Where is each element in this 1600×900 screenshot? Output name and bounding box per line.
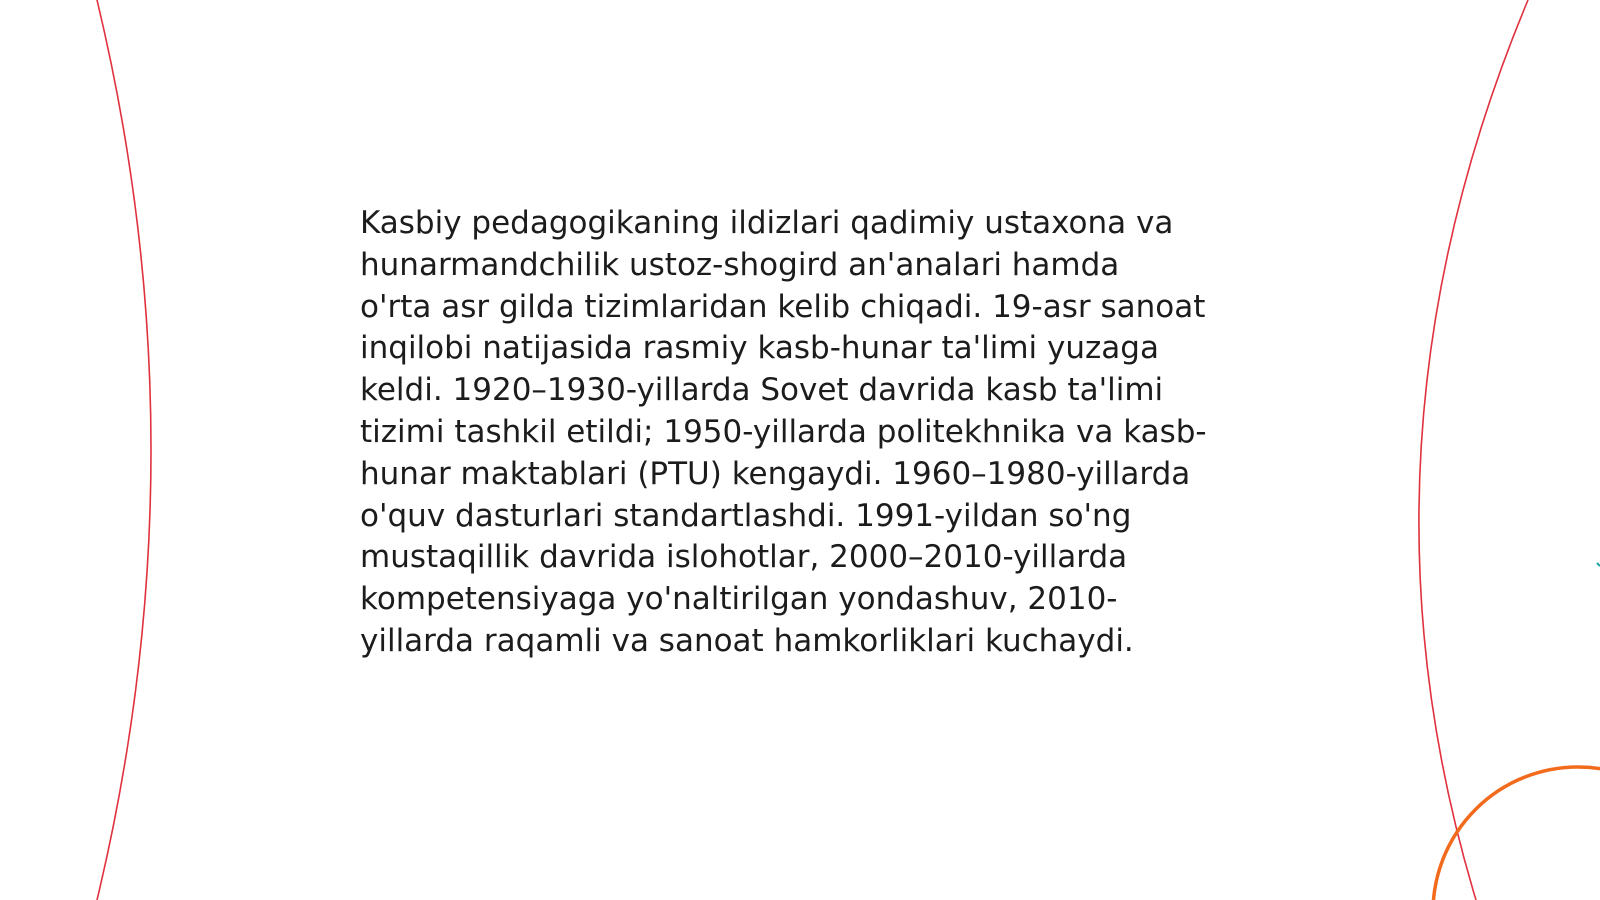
paragraph-line: kompetensiyaga yo'naltirilgan yondashuv, 2010-: [360, 581, 1118, 618]
right-arc: [1419, 0, 1528, 900]
paragraph-line: inqilobi natijasida rasmiy kasb-hunar ta'limi yuzaga: [360, 330, 1159, 367]
paragraph-line: o'rta asr gilda tizimlaridan kelib chiqadi. 19-asr sanoat: [360, 288, 1206, 325]
paragraph-line: tizimi tashkil etildi; 1950-yillarda politekhnika va kasb-: [360, 413, 1207, 450]
paragraph-line: keldi. 1920–1930-yillarda Sovet davrida kasb ta'limi: [360, 372, 1164, 409]
left-arc: [97, 0, 151, 900]
paragraph-line: hunar maktablari (PTU) kengaydi. 1960–1980-yillarda: [360, 455, 1191, 492]
paragraph-line: mustaqillik davrida islohotlar, 2000–2010-yillarda: [360, 539, 1128, 576]
paragraph-line: Kasbiy pedagogikaning ildizlari qadimiy ustaxona va: [360, 205, 1174, 241]
bottom-right-circle: [1433, 767, 1600, 900]
paragraph-line: hunarmandchilik ustoz-shogird an'analari hamda: [360, 246, 1120, 283]
paragraph-line: yillarda raqamli va sanoat hamkorliklari kuchaydi.: [360, 622, 1134, 659]
paragraph-line: o'quv dasturlari standartlashdi. 1991-yildan so'ng: [360, 497, 1132, 534]
history-paragraph: [360, 203, 1240, 663]
